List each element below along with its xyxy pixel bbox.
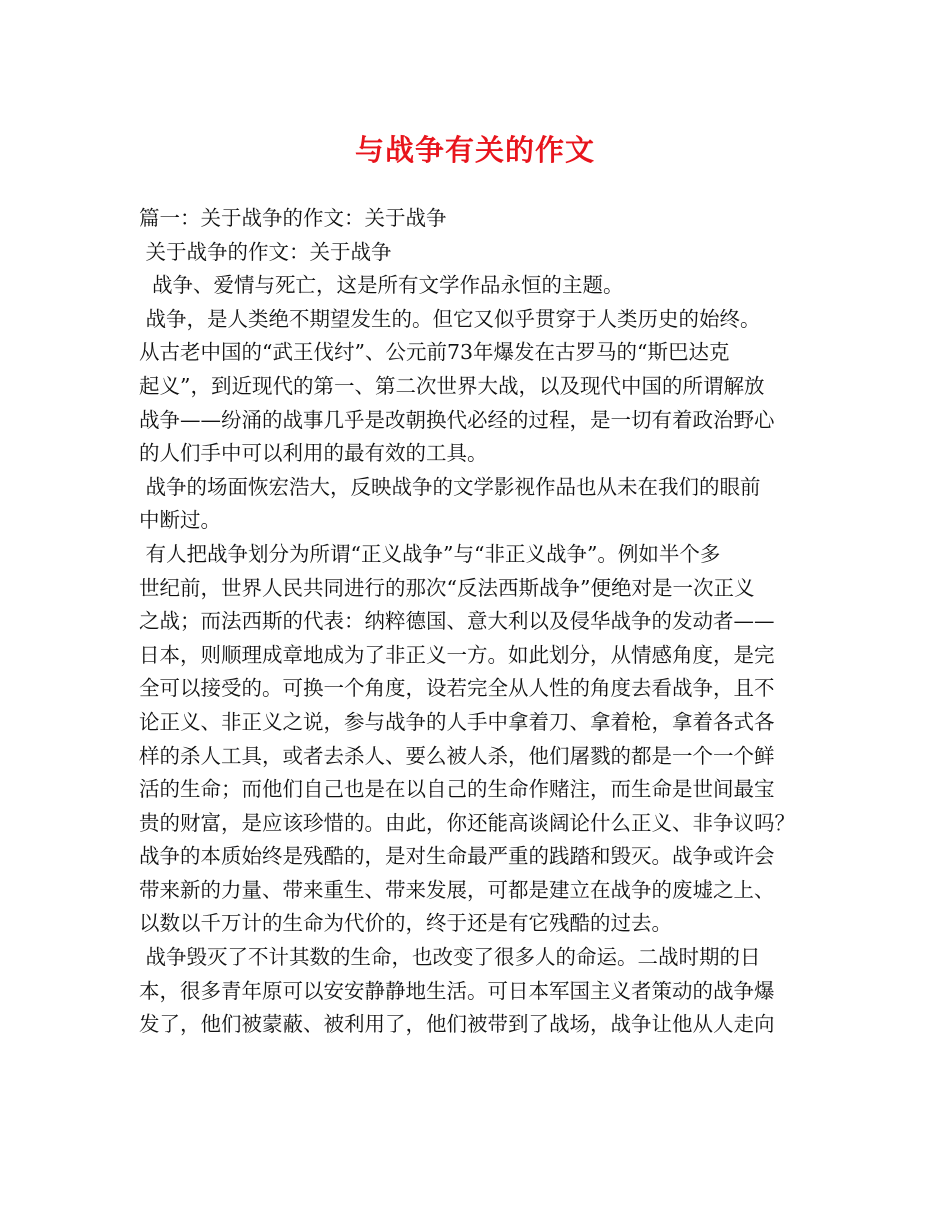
- text-line: 中断过。: [139, 508, 221, 533]
- text-line: 日本，则顺理成章地成为了非正义一方。如此划分，从情感角度，是完: [139, 642, 775, 667]
- text-line: 本，很多青年原可以安安静静地生活。可日本军国主义者策动的战争爆: [139, 978, 775, 1003]
- text-line: 战争——纷涌的战事几乎是改朝换代必经的过程，是一切有着政治野心: [139, 407, 775, 432]
- text-line: 全可以接受的。可换一个角度，设若完全从人性的角度去看战争，且不: [139, 676, 775, 701]
- text-line: 论正义、非正义之说，参与战争的人手中拿着刀、拿着枪，拿着各式各: [139, 709, 775, 734]
- text-line: 战争毁灭了不计其数的生命，也改变了很多人的命运。二战时期的日: [139, 945, 761, 970]
- text-line: 战争的场面恢宏浩大，反映战争的文学影视作品也从未在我们的眼前: [139, 474, 761, 499]
- text-line: 篇一：关于战争的作文：关于战争: [139, 206, 447, 230]
- text-line: 发了，他们被蒙蔽、被利用了，他们被带到了战场，战争让他从人走向: [139, 1012, 775, 1037]
- text-line: 起义”，到近现代的第一、第二次世界大战，以及现代中国的所谓解放: [139, 373, 765, 398]
- text-line: 关于战争的作文：关于战争: [139, 239, 392, 264]
- text-line: 有人把战争划分为所谓“正义战争”与“非正义战争”。例如半个多: [139, 541, 721, 566]
- text-line: 战争，是人类绝不期望发生的。但它又似乎贯穿于人类历史的始终。: [139, 306, 761, 331]
- text-line: 战争的本质始终是残酷的，是对生命最严重的践踏和毁灭。战争或许会: [139, 844, 775, 869]
- text-line: 的人们手中可以利用的最有效的工具。: [139, 441, 488, 466]
- document-title: 与战争有关的作文: [354, 133, 595, 167]
- text-line: 战争、爱情与死亡，这是所有文学作品永恒的主题。: [139, 273, 624, 298]
- text-line: 从古老中国的“武王伐纣”、公元前73年爆发在古罗马的“斯巴达克: [139, 340, 730, 365]
- text-line: 贵的财富，是应该珍惜的。由此，你还能高谈阔论什么正义、非争议吗？: [139, 810, 795, 835]
- text-line: 世纪前，世界人民共同进行的那次“反法西斯战争”便绝对是一次正义: [139, 575, 755, 600]
- document-body: [139, 202, 813, 1042]
- text-line: 之战；而法西斯的代表：纳粹德国、意大利以及侵华战争的发动者——: [139, 609, 775, 634]
- text-line: 以数以千万计的生命为代价的，终于还是有它残酷的过去。: [139, 911, 672, 936]
- text-line: 活的生命；而他们自己也是在以自己的生命作赌注，而生命是世间最宝: [139, 777, 775, 802]
- text-line: 带来新的力量、带来重生、带来发展，可都是建立在战争的废墟之上、: [139, 877, 775, 902]
- text-line: 样的杀人工具，或者去杀人、要么被人杀，他们屠戮的都是一个一个鲜: [139, 743, 775, 768]
